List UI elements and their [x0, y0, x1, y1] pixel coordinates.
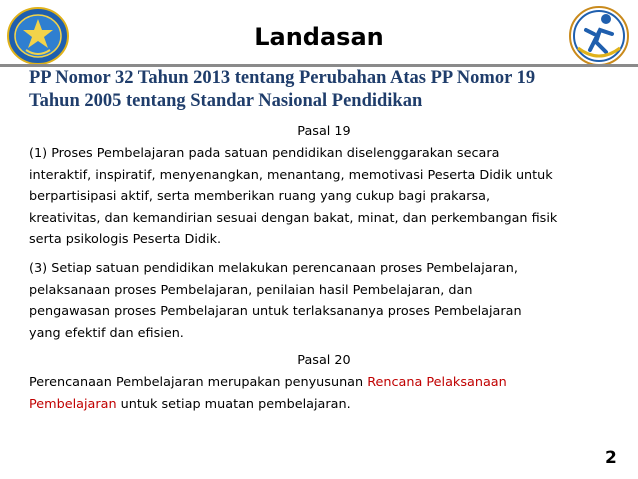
highlight-text: Pembelajaran	[29, 396, 117, 412]
paragraph-line: serta psikologis Peserta Didik.	[29, 232, 222, 247]
heading-line: PP Nomor 32 Tahun 2013 tentang Perubahan Atas PP Nomor 19	[29, 68, 536, 88]
paragraph-line: (3) Setiap satuan pendidikan melakukan perencanaan proses Pembelajaran,	[29, 261, 518, 276]
pasal-19-label: Pasal 19	[297, 124, 351, 139]
pasal-20-paragraph	[29, 372, 619, 415]
pasal-19-paragraph-3	[29, 258, 619, 344]
paragraph-line: pengawasan proses Pembelajaran untuk terlaksananya proses Pembelajaran	[29, 304, 522, 319]
pasal-20-label: Pasal 20	[297, 353, 351, 368]
pasal-19-paragraph-1	[29, 143, 619, 251]
paragraph-line	[29, 394, 619, 416]
slide-title: Landasan	[254, 23, 384, 51]
paragraph-line: (1) Proses Pembelajaran pada satuan pendidikan diselenggarakan secara	[29, 146, 500, 161]
paragraph-line: berpartisipasi aktif, serta memberikan ruang yang cukup bagi prakarsa,	[29, 189, 491, 204]
paragraph-line	[29, 372, 619, 394]
page-number: 2	[605, 448, 617, 468]
paragraph-line: interaktif, inspiratif, menyenangkan, menantang, memotivasi Peserta Didik untuk	[29, 167, 553, 183]
kurikulum-logo-icon	[566, 4, 632, 68]
heading-line: Tahun 2005 tentang Standar Nasional Pendidikan	[29, 91, 423, 111]
paragraph-line: kreativitas, dan kemandirian sesuai dengan bakat, minat, dan perkembangan fisik	[29, 210, 558, 226]
paragraph-text: untuk setiap muatan pembelajaran.	[116, 396, 351, 412]
paragraph-text: Perencanaan Pembelajaran merupakan penyusunan	[29, 375, 368, 390]
regulation-heading	[29, 67, 619, 113]
paragraph-line: pelaksanaan proses Pembelajaran, penilaian hasil Pembelajaran, dan	[29, 282, 473, 298]
paragraph-line: yang efektif dan efisien.	[29, 325, 184, 341]
highlight-text: Rencana Pelaksanaan	[367, 375, 507, 390]
